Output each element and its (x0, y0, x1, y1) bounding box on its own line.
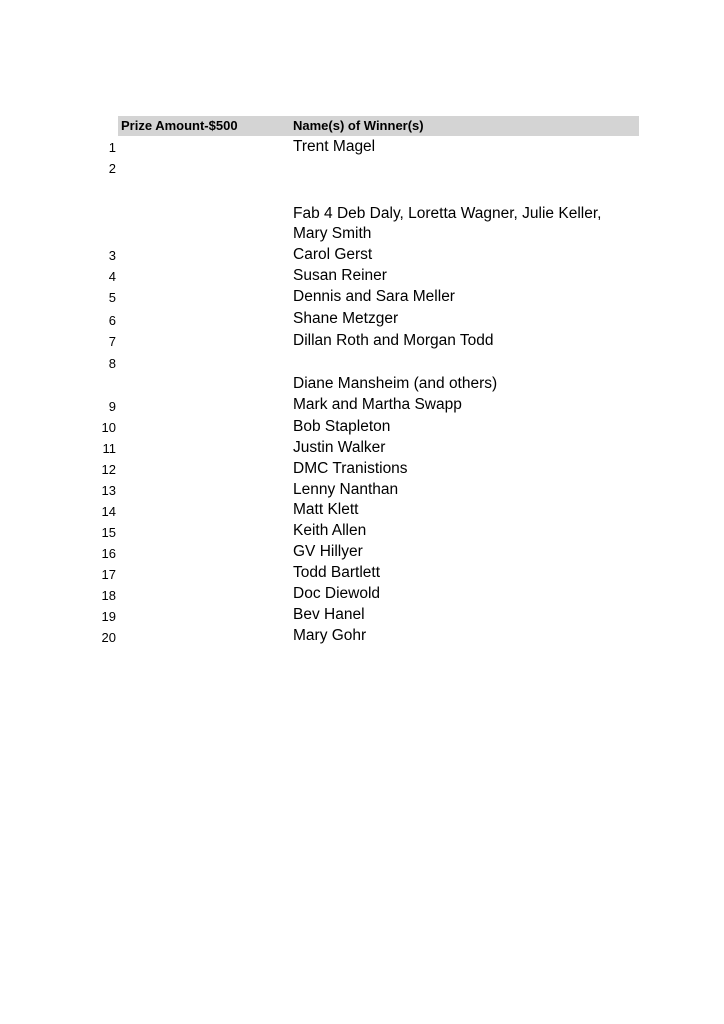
row-number: 1 (108, 140, 116, 155)
row-number: 7 (108, 334, 116, 349)
winner-name: Diane Mansheim (and others) (293, 375, 498, 392)
row-number: 16 (101, 546, 116, 561)
winner-name: Shane Metzger (293, 310, 399, 327)
row-number: 17 (101, 567, 116, 582)
winner-name: Dennis and Sara Meller (293, 288, 455, 305)
row-number: 20 (101, 630, 116, 645)
row-number: 2 (108, 161, 116, 176)
row-number: 8 (108, 356, 116, 371)
row-number: 4 (108, 269, 116, 284)
row-number: 13 (101, 483, 116, 498)
winner-name: Carol Gerst (293, 246, 373, 263)
row-number: 15 (101, 525, 116, 540)
winner-name: Bev Hanel (293, 606, 365, 623)
winner-name: Mary Gohr (293, 627, 367, 644)
row-number: 5 (108, 290, 116, 305)
winner-name: Keith Allen (293, 522, 367, 539)
row-number: 11 (102, 441, 116, 456)
winner-name: Justin Walker (293, 439, 386, 456)
row-number: 18 (101, 588, 116, 603)
prize-amount-header: Prize Amount-$500 (121, 118, 238, 133)
winner-name: Doc Diewold (293, 585, 381, 602)
winner-name: Dillan Roth and Morgan Todd (293, 332, 494, 349)
winner-name: Matt Klett (293, 501, 359, 518)
winner-name: Susan Reiner (293, 267, 387, 284)
winner-name: Bob Stapleton (293, 418, 391, 435)
winner-name: GV Hillyer (293, 543, 363, 560)
row-number: 6 (108, 313, 116, 328)
row-number: 14 (101, 504, 116, 519)
winner-name: Lenny Nanthan (293, 481, 399, 498)
row-number: 9 (108, 399, 116, 414)
winner-name: Fab 4 Deb Daly, Loretta Wagner, Julie Keller, Mary Smith (293, 205, 602, 242)
row-number: 10 (101, 420, 116, 435)
winner-names-header: Name(s) of Winner(s) (293, 118, 424, 133)
winner-name: Trent Magel (293, 138, 376, 155)
row-number: 12 (101, 462, 116, 477)
winner-name: DMC Tranistions (293, 460, 408, 477)
row-number: 19 (101, 609, 116, 624)
row-number: 3 (108, 248, 116, 263)
winner-name: Todd Bartlett (293, 564, 381, 581)
winner-name: Mark and Martha Swapp (293, 396, 462, 413)
